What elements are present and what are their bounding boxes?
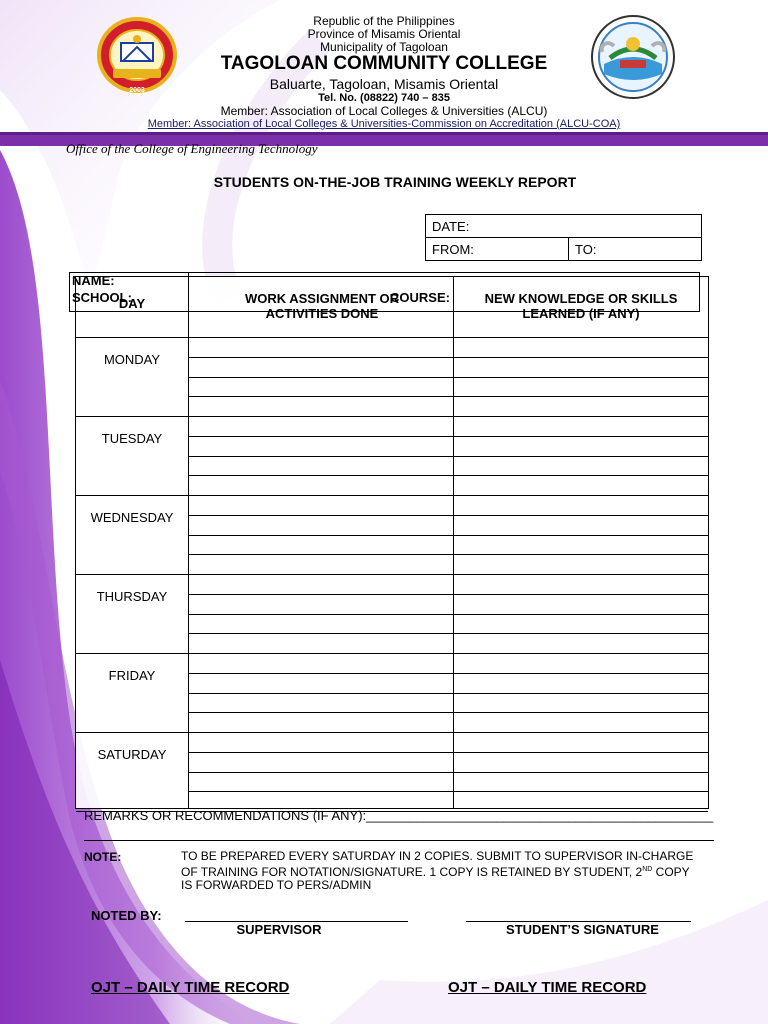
writing-row-line[interactable] [188, 752, 708, 753]
writing-row-line[interactable] [188, 772, 708, 773]
daily-time-record-left: OJT – DAILY TIME RECORD [91, 979, 290, 996]
weekly-report-table [75, 276, 709, 809]
note-line-1: TO BE PREPARED EVERY SATURDAY IN 2 COPIES. SUBMIT TO SUPERVISOR IN-CHARGE [181, 849, 694, 863]
course-label[interactable]: COURSE: [390, 290, 450, 305]
writing-row-line[interactable] [188, 436, 708, 437]
writing-row-line[interactable] [188, 475, 708, 476]
day-label-thursday: THURSDAY [96, 589, 168, 604]
writing-row-line[interactable] [188, 633, 708, 634]
supervisor-label: SUPERVISOR [236, 922, 322, 937]
writing-row-line[interactable] [188, 554, 708, 555]
writing-row-line[interactable] [188, 791, 708, 792]
writing-row-line[interactable] [188, 515, 708, 516]
writing-row-line[interactable] [188, 594, 708, 595]
student-info-bar [69, 272, 700, 312]
day-block-border[interactable] [76, 495, 708, 496]
column-header-day: DAY [118, 296, 146, 311]
remarks-field[interactable]: REMARKS OR RECOMMENDATIONS (IF ANY):________________________________________________ [84, 808, 714, 823]
day-block-border[interactable] [76, 653, 708, 654]
writing-row-line[interactable] [188, 456, 708, 457]
writing-row-line[interactable] [188, 712, 708, 713]
note-label: NOTE: [84, 850, 122, 864]
day-label-saturday: SATURDAY [97, 747, 167, 762]
day-label-tuesday: TUESDAY [101, 431, 163, 446]
writing-row-line[interactable] [188, 377, 708, 378]
column-header-work: WORK ASSIGNMENT OR ACTIVITIES DONE [244, 291, 400, 321]
info-divider [188, 273, 189, 311]
college-address: Baluarte, Tagoloan, Misamis Oriental [269, 76, 499, 92]
day-block-border[interactable] [76, 732, 708, 733]
report-title: STUDENTS ON-THE-JOB TRAINING WEEKLY REPORT [213, 174, 577, 190]
name-label[interactable]: NAME: [72, 273, 115, 288]
column-header-knowledge: NEW KNOWLEDGE OR SKILLS LEARNED (IF ANY) [484, 291, 678, 321]
writing-row-line[interactable] [188, 357, 708, 358]
writing-row-line[interactable] [188, 396, 708, 397]
office-name: Office of the College of Engineering Technology [66, 141, 318, 156]
date-field[interactable]: DATE: [426, 215, 702, 238]
date-range-box [425, 214, 702, 261]
student-signature-label: STUDENT’S SIGNATURE [506, 922, 659, 937]
header-republic: Republic of the Philippines [313, 14, 455, 28]
remarks-second-line[interactable] [84, 840, 714, 841]
writing-row-line[interactable] [188, 693, 708, 694]
noted-by-label: NOTED BY: [91, 908, 162, 923]
college-name: TAGOLOAN COMMUNITY COLLEGE [220, 53, 548, 74]
writing-row-line[interactable] [188, 614, 708, 615]
note-text [181, 850, 741, 892]
day-label-wednesday: WEDNESDAY [90, 510, 174, 525]
day-block-border[interactable] [76, 574, 708, 575]
day-label-monday: MONDAY [103, 352, 161, 367]
from-field[interactable]: FROM: [426, 238, 569, 261]
membership-alcu: Member: Association of Local Colleges & Universities (ALCU) [220, 104, 548, 118]
note-line-2: OF TRAINING FOR NOTATION/SIGNATURE. 1 COPY IS RETAINED BY STUDENT, 2ND COPY [181, 865, 690, 879]
daily-time-record-right: OJT – DAILY TIME RECORD [448, 979, 647, 996]
note-line-3: IS FORWARDED TO PERS/ADMIN [181, 878, 372, 892]
to-field[interactable]: TO: [569, 238, 702, 261]
seal-year: 2003 [129, 87, 145, 94]
school-label[interactable]: SCHOOL: [72, 290, 132, 305]
header-province: Province of Misamis Oriental [307, 27, 461, 41]
header-row-border [76, 337, 708, 338]
writing-row-line[interactable] [188, 673, 708, 674]
day-label-friday: FRIDAY [108, 668, 156, 683]
college-telephone: Tel. No. (08822) 740 – 835 [318, 92, 450, 104]
writing-row-line[interactable] [188, 535, 708, 536]
header-municipality: Municipality of Tagoloan [320, 40, 448, 54]
day-block-border[interactable] [76, 416, 708, 417]
membership-alcu-coa: Member: Association of Local Colleges & Universities-Commission on Accreditation (ALCU-COA) [147, 118, 621, 130]
